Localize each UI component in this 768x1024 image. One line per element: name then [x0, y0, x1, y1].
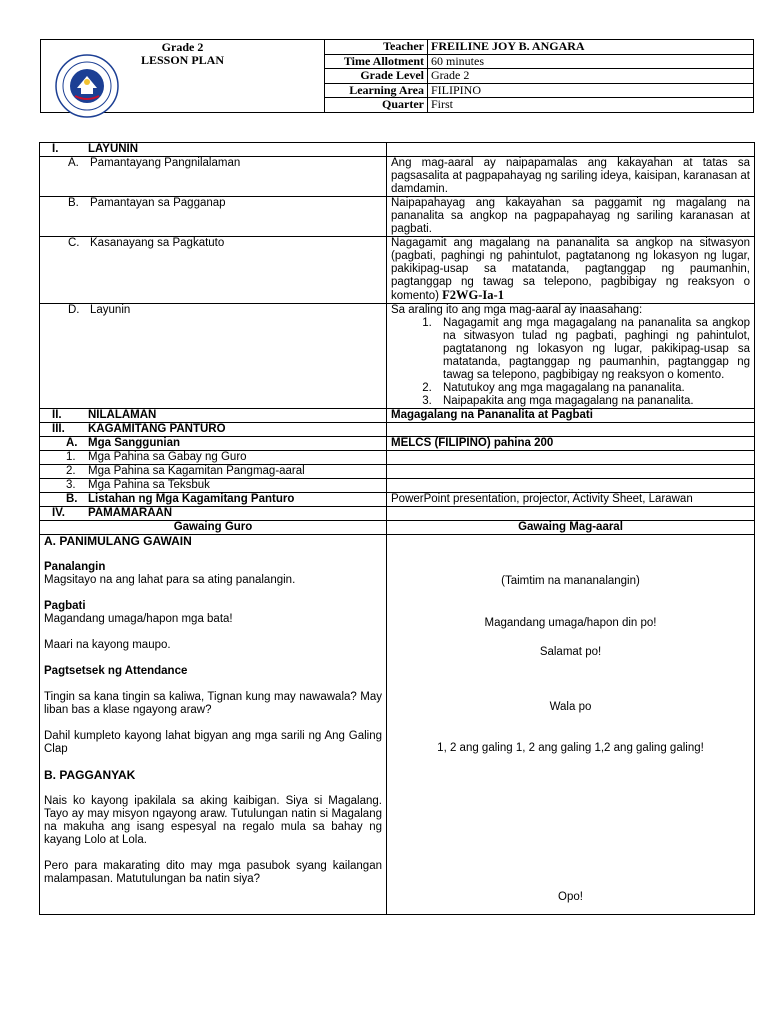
objectives-cell: [387, 304, 755, 409]
row-label: [40, 479, 387, 493]
section-heading: [40, 423, 387, 437]
section-number: IV.: [52, 507, 66, 519]
teacher-label: Teacher: [325, 40, 428, 55]
item-label: Listahan ng Mga Kagamitang Panturo: [88, 493, 295, 505]
activities-row: [40, 535, 755, 915]
section-heading: [40, 409, 387, 423]
row-label: [40, 157, 387, 197]
panalangin-text: Magsitayo na ang lahat para sa ating panalangin.: [44, 574, 296, 586]
clap-response: 1, 2 ang galing 1, 2 ang galing 1,2 ang galing galing!: [437, 742, 704, 754]
list-item: 3. Naipapakita ang mga magagalang na pananalita.: [435, 395, 750, 408]
row-value: MELCS (FILIPINO) pahina 200: [387, 437, 755, 451]
table-row: [40, 237, 755, 304]
table-row: [40, 437, 755, 451]
item-label: Pamantayang Pangnilalaman: [90, 157, 241, 169]
section-title: KAGAMITANG PANTURO: [88, 423, 226, 435]
teacher-value: FREILINE JOY B. ANGARA: [428, 40, 754, 55]
header-title-cell: [41, 40, 325, 113]
grade-heading: Grade 2: [161, 40, 204, 54]
row-label: [40, 304, 387, 409]
item-number: A.: [66, 437, 78, 449]
empty-cell: [387, 507, 755, 521]
panalangin-heading: Panalangin: [44, 561, 106, 573]
teacher-activities: [40, 535, 387, 915]
section-row: [40, 143, 755, 157]
empty-cell: [387, 143, 755, 157]
pagbati-text: Magandang umaga/hapon mga bata!: [44, 613, 233, 625]
section-title: LAYUNIN: [88, 143, 139, 155]
time-label: Time Allotment: [325, 54, 428, 69]
item-label: Layunin: [90, 304, 131, 316]
competency-code: F2WG-Ia-1: [442, 288, 504, 302]
row-value: PowerPoint presentation, projector, Activity Sheet, Larawan: [387, 493, 755, 507]
empty-cell: [387, 423, 755, 437]
table-row: [40, 197, 755, 237]
deped-seal-icon: [55, 54, 119, 118]
item-label: Mga Sanggunian: [88, 437, 180, 449]
content-value: Magagalang na Pananalita at Pagbati: [387, 409, 755, 423]
item-label: Mga Pahina sa Teksbuk: [88, 479, 210, 491]
row-label: [40, 197, 387, 237]
row-label: [40, 451, 387, 465]
pagbati-heading: Pagbati: [44, 600, 86, 612]
row-label: [40, 437, 387, 451]
row-label: [40, 493, 387, 507]
item-number: D.: [68, 304, 80, 316]
section-number: II.: [52, 409, 62, 421]
empty-cell: [387, 479, 755, 493]
header-table: [40, 39, 754, 113]
attendance-heading: Pagtsetsek ng Attendance: [44, 665, 188, 677]
item-label: Mga Pahina sa Kagamitan Pangmag-aaral: [88, 465, 305, 477]
section-row: [40, 409, 755, 423]
lesson-plan-heading: LESSON PLAN: [140, 53, 225, 67]
row-label: [40, 465, 387, 479]
learning-area-label: Learning Area: [325, 83, 428, 98]
grade-level-label: Grade Level: [325, 69, 428, 84]
part-a-heading: A. PANIMULANG GAWAIN: [44, 534, 192, 548]
table-row: [40, 157, 755, 197]
pagganyak-text: Nais ko kayong ipakilala sa aking kaibigan. Siya si Magalang. Tayo ay may misyon ngayong araw. Tutulungan natin si Magalang na makuha ang isang espesyal na regalo mula sa bahay ng kayang Lolo at Lola.: [44, 795, 382, 846]
section-title: NILALAMAN: [88, 409, 157, 421]
table-row: [40, 493, 755, 507]
maupo-text: Maari na kayong maupo.: [44, 639, 171, 651]
list-item: 1. Nagagamit ang mga magagalang na pananalita sa angkop na sitwasyon tulad ng pagbati, paghingi ng pahintulot, pagtatanong ng lokasyon ng lugar, pakikipag-usap sa matatanda, pagtanggap ng paumanhin, pagtanggap ng tawag sa telepono, pagbibigay ng reaksyon o komento.: [435, 317, 750, 382]
item-number: B.: [66, 493, 78, 505]
maupo-response: Salamat po!: [539, 646, 602, 658]
empty-cell: [387, 451, 755, 465]
clap-text: Dahil kumpleto kayong lahat bigyan ang mga sarili ng Ang Galing Clap: [44, 730, 382, 755]
item-number: B.: [68, 197, 79, 209]
quarter-value: First: [428, 98, 754, 113]
item-number: C.: [68, 237, 80, 249]
attendance-text: Tingin sa kana tingin sa kaliwa, Tignan kung may nawawala? May liban bas a klase ngayong araw?: [44, 691, 382, 716]
row-label: [40, 237, 387, 304]
teacher-column-header: Gawaing Guro: [40, 521, 387, 535]
list-item: 2. Natutukoy ang mga magagalang na pananalita.: [435, 382, 750, 395]
pasubok-text: Pero para makarating dito may mga pasubok syang kailangan malampasan. Matutulungan ba natin siya?: [44, 860, 382, 885]
student-activities: [387, 535, 755, 915]
item-number: A.: [68, 157, 79, 169]
section-number: III.: [52, 423, 65, 435]
student-column-header: Gawaing Mag-aaral: [387, 521, 755, 535]
table-row: [40, 304, 755, 409]
panalangin-response: (Taimtim na mananalangin): [501, 575, 640, 587]
row-value: [387, 237, 755, 304]
pasubok-response: Opo!: [558, 891, 583, 903]
item-number: 3.: [66, 479, 76, 491]
item-label: Pamantayan sa Pagganap: [90, 197, 226, 209]
time-value: 60 minutes: [428, 54, 754, 69]
quarter-label: Quarter: [325, 98, 428, 113]
part-b-heading: B. PAGGANYAK: [44, 768, 136, 782]
table-row: [40, 451, 755, 465]
attendance-response: Wala po: [549, 701, 592, 713]
row-value: Ang mag-aaral ay naipapamalas ang kakayahan at tatas sa pagsasalita at pagpapahayag ng sariling ideya, kaisipan, karanasan at damdamin.: [387, 157, 755, 197]
section-number: I.: [52, 143, 59, 155]
pagbati-response: Magandang umaga/hapon din po!: [484, 617, 657, 629]
section-heading: [40, 143, 387, 157]
table-row: [40, 479, 755, 493]
competency-text: Nagagamit ang magalang na pananalita sa angkop na sitwasyon (pagbati, paghingi ng pahintulot, pagtatanong ng lokasyon ng lugar, pakikipag-usap sa matatanda, pagtanggap ng paumanhin, pagtanggap ng tawag sa telepono, pagbibigay ng reaksyon o komento): [391, 237, 750, 302]
section-row: [40, 507, 755, 521]
empty-cell: [387, 465, 755, 479]
learning-area-value: FILIPINO: [428, 83, 754, 98]
column-header-row: [40, 521, 755, 535]
table-row: [40, 465, 755, 479]
objectives-intro: Sa araling ito ang mga mag-aaral ay inaasahang:: [391, 304, 643, 316]
section-title: PAMAMARAAN: [88, 507, 173, 519]
item-label: Mga Pahina sa Gabay ng Guro: [88, 451, 247, 463]
lesson-table: [39, 142, 755, 915]
item-number: 2.: [66, 465, 76, 477]
objectives-list: [391, 317, 750, 408]
row-value: Naipapahayag ang kakayahan sa paggamit ng magalang na pananalita sa angkop na pagpapahayag ng sariling karanasan at pagbati.: [387, 197, 755, 237]
section-heading: [40, 507, 387, 521]
item-number: 1.: [66, 451, 76, 463]
grade-level-value: Grade 2: [428, 69, 754, 84]
section-row: [40, 423, 755, 437]
item-label: Kasanayang sa Pagkatuto: [90, 237, 225, 249]
